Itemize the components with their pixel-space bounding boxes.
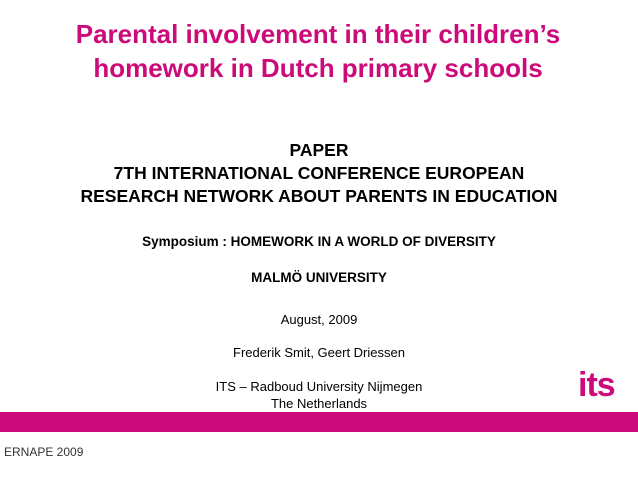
authors: Frederik Smit, Geert Driessen [233, 345, 405, 360]
conference-line-1: 7TH INTERNATIONAL CONFERENCE EUROPEAN [113, 163, 525, 183]
symposium-text: Symposium : HOMEWORK IN A WORLD OF DIVERSITY [142, 234, 496, 249]
slide-title-line-2: homework in Dutch primary schools [93, 53, 543, 83]
conference-line-2: RESEARCH NETWORK ABOUT PARENTS IN EDUCATION [80, 186, 558, 206]
paper-label: PAPER [289, 140, 349, 160]
footer-area [0, 432, 638, 479]
footer-label: ERNAPE 2009 [4, 445, 84, 459]
affiliation-line-1: ITS – Radboud University Nijmegen [215, 379, 423, 394]
slide-title-line-1: Parental involvement in their children’s [75, 19, 561, 49]
university-name: MALMÖ UNIVERSITY [251, 270, 387, 285]
its-logo-text: its [578, 366, 615, 404]
affiliation-line-2: The Netherlands [270, 396, 368, 411]
presentation-date: August, 2009 [280, 312, 358, 327]
